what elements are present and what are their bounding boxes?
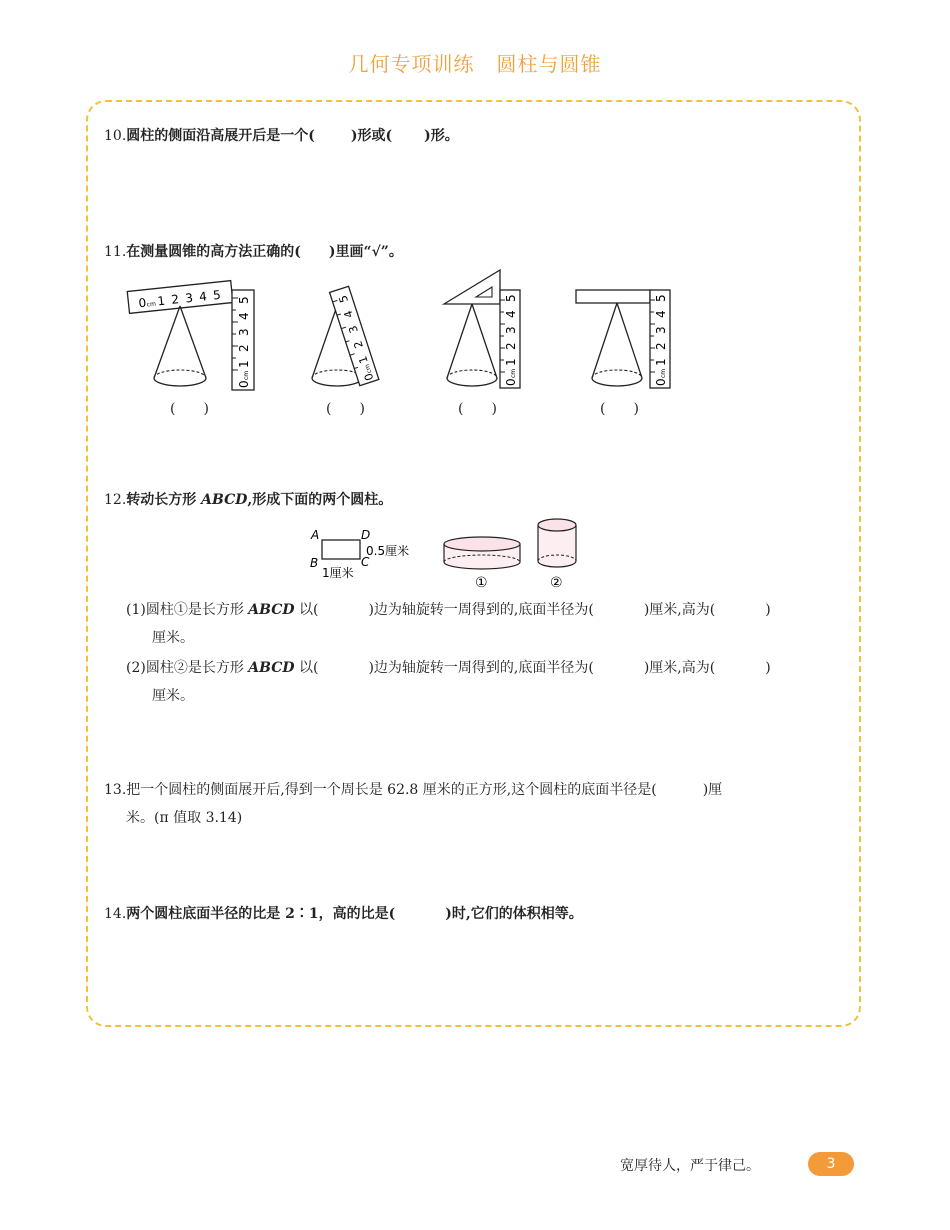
question-12 [104,490,392,510]
sub-question-text: 以( [294,660,319,676]
page-number-badge: 3 [808,1152,854,1176]
ruler-tick: 5 [504,294,518,302]
ruler-zero: 0 [361,371,377,383]
sub-question-text: )边为轴旋转一周得到的,底面半径为( [368,660,594,676]
rect-name: ABCD [248,602,295,618]
answer-paren-1[interactable]: ( ) [170,401,209,417]
rectangle-abcd [322,540,360,559]
cylinder-2-label: ② [550,575,563,591]
sub-question-text: ) [765,602,771,618]
ruler-zero: 0 [654,378,668,386]
q12-intro-b: ,形成下面的两个圆柱。 [247,492,393,508]
side-long-label: 1厘米 [322,566,354,580]
question-number: 10. [104,128,127,144]
figure-2 [312,286,379,386]
ruler-zero: 0 [504,378,518,386]
ruler-tick: 3 [237,328,251,336]
answer-paren-4[interactable]: ( ) [600,401,639,417]
ruler-unit: cm [510,368,517,378]
cylinder-1-label: ① [475,575,488,591]
ruler-unit: cm [660,368,667,378]
cylinder-2 [538,519,576,567]
sub-question-text: )厘米,高为( [643,660,716,676]
q12-sub-1-cont: 厘米。 [152,630,194,646]
ruler-tick: 3 [654,326,668,334]
ruler-tick: 3 [184,290,194,306]
figure-4 [576,290,670,388]
vertex-label-c: C [361,555,370,569]
ruler-tick: 4 [654,310,668,318]
q12-sub-2-cont: 厘米。 [152,688,194,704]
ruler-tick: 3 [346,323,361,335]
ruler-tick: 3 [504,326,518,334]
vertex-label-b: B [310,556,319,570]
ruler-tick: 2 [170,292,180,307]
q13-line1-end: )厘 [702,782,723,798]
question-13-cont: 米。(π 值取 3.14) [126,810,243,826]
ruler-zero: 0 [137,295,147,311]
question-number: 13. [104,782,127,798]
question-14 [104,904,583,924]
ruler-unit: cm [243,370,250,380]
sub-question-text: )边为轴旋转一周得到的,底面半径为( [368,602,594,618]
ruler-tick: 1 [237,360,251,368]
figure-3 [444,270,520,388]
cylinder-1 [444,537,520,569]
sub-question-text: ) [765,660,771,676]
answer-paren-2[interactable]: ( ) [326,401,365,417]
ruler-unit: cm [146,300,157,309]
question-number: 11. [104,244,127,260]
question-number: 12. [104,492,127,508]
q10-text-2: )形或( [350,128,393,144]
ruler-zero: 0 [237,380,251,388]
vertex-label-d: D [361,528,371,542]
ruler-tick: 4 [237,312,251,320]
q12-intro-a: 转动长方形 [126,492,202,508]
ruler-tick: 5 [212,287,222,303]
figure-1 [127,281,254,390]
sub-question-text: (1)圆柱①是长方形 [126,602,249,618]
ruler-tick: 4 [198,289,208,304]
ruler-tick: 1 [654,358,668,366]
sub-question-text: 以( [294,602,319,618]
ruler-tick: 1 [156,293,166,309]
ruler-tick: 2 [351,339,366,350]
q12-rect-name: ABCD [201,492,248,508]
vertex-label-a: A [311,528,320,542]
ruler-tick: 1 [356,354,371,366]
side-short-label: 0.5厘米 [366,544,410,558]
cone-measure-figures [0,0,950,440]
q14-text-1: 两个圆柱底面半径的比是 2∶1，高的比是( [126,906,396,922]
rectangle-cylinder-figure [300,515,600,595]
header-title-right: 圆柱与圆锥 [496,52,602,76]
q12-sub-1 [126,600,771,620]
ruler-tick: 5 [237,296,251,304]
ruler-unit: cm [363,363,374,375]
ruler-tick: 2 [237,344,251,352]
ruler-tick: 4 [504,310,518,318]
sub-question-text: )厘米,高为( [643,602,716,618]
answer-paren-3[interactable]: ( ) [458,401,497,417]
q14-text-2: )时,它们的体积相等。 [445,906,583,922]
question-13 [104,780,722,800]
ruler-tick: 2 [654,342,668,350]
ruler-tick: 5 [654,294,668,302]
q12-sub-2 [126,658,771,678]
ruler-tick: 1 [504,358,518,366]
ruler-tick: 4 [341,308,356,320]
footer-motto: 宽厚待人，严于律己。 [620,1158,760,1174]
sub-question-text: (2)圆柱②是长方形 [126,660,249,676]
rect-name: ABCD [248,660,295,676]
ruler-tick: 5 [336,293,351,305]
q11-text: 在测量圆锥的高方法正确的( )里画“√”。 [126,244,403,260]
ruler-tick: 2 [504,342,518,350]
q13-line1: 把一个圆柱的侧面展开后,得到一个周长是 62.8 厘米的正方形,这个圆柱的底面半径是( [126,782,657,798]
q10-text-3: )形。 [424,128,459,144]
q10-text-1: 圆柱的侧面沿高展开后是一个( [126,128,315,144]
question-number: 14. [104,906,127,922]
header-title-left: 几何专项训练 [348,52,475,76]
